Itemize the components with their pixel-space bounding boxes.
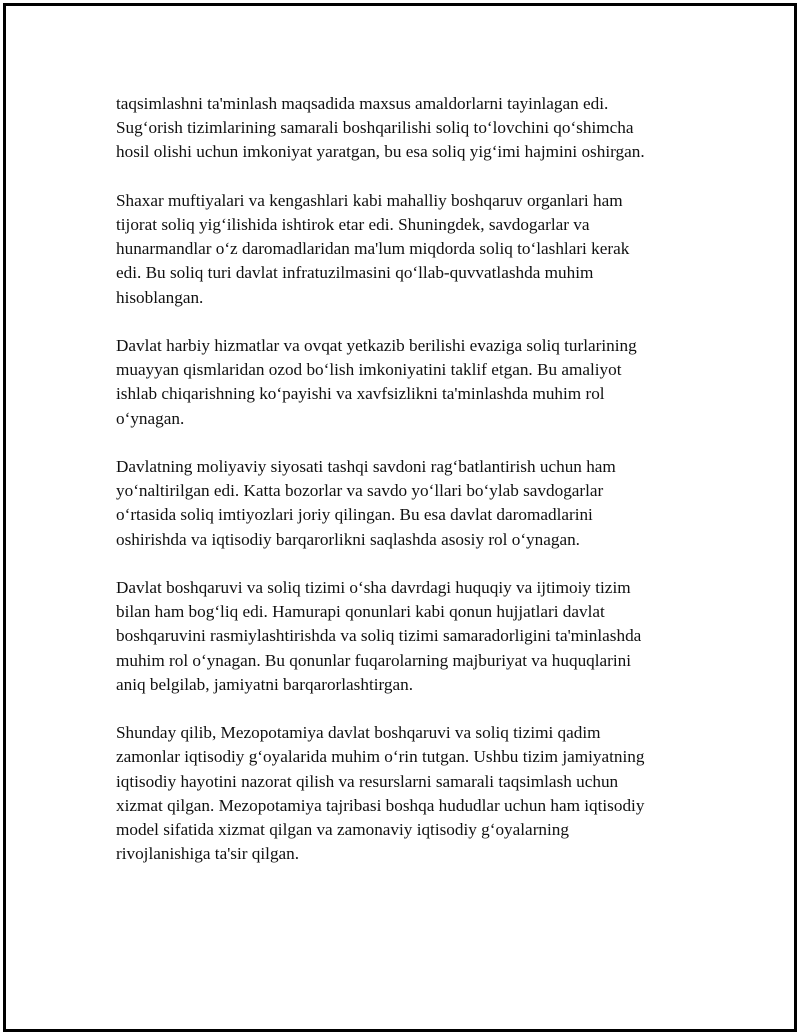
paragraph-2 (116, 189, 696, 310)
text-line: hisoblangan. (116, 287, 204, 307)
text-line: xizmat qilgan. Mezopotamiya tajribasi boshqa hududlar uchun ham iqtisodiy (116, 795, 645, 815)
text-line: rivojlanishiga ta'sir qilgan. (116, 844, 300, 864)
text-line: muhim rol o‘ynagan. Bu qonunlar fuqarolarning majburiyat va huquqlarini (116, 650, 632, 670)
paragraph-1 (116, 92, 696, 165)
paragraph-5 (116, 576, 696, 697)
paragraph-6 (116, 721, 696, 866)
text-line: iqtisodiy hayotini nazorat qilish va resurslarni samarali taqsimlash uchun (116, 771, 619, 791)
text-line: tijorat soliq yig‘ilishida ishtirok etar edi. Shuningdek, savdogarlar va (116, 215, 590, 234)
text-line: edi. Bu soliq turi davlat infratuzilmasini qo‘llab-quvvatlashda muhim (116, 263, 594, 283)
text-line: hunarmandlar o‘z daromadlaridan ma'lum miqdorda soliq to‘lashlari kerak (116, 239, 630, 259)
text-line: taqsimlashni ta'minlash maqsadida maxsus amaldorlarni tayinlagan edi. (116, 94, 609, 113)
text-line: Davlat boshqaruvi va soliq tizimi o‘sha davrdagi huquqiy va ijtimoiy tizim (116, 578, 631, 597)
text-line: muayyan qismlaridan ozod bo‘lish imkoniyatini taklif etgan. Bu amaliyot (116, 360, 622, 380)
text-line: bilan ham bog‘liq edi. Hamurapi qonunlari kabi qonun hujjatlari davlat (116, 602, 605, 622)
text-line: o‘rtasida soliq imtiyozlari joriy qilingan. Bu esa davlat daromadlarini (116, 505, 593, 525)
text-line: Shaxar muftiyalari va kengashlari kabi mahalliy boshqaruv organlari ham (116, 190, 623, 210)
text-line: ishlab chiqarishning ko‘payishi va xavfsizlikni ta'minlashda muhim rol (116, 384, 605, 404)
text-line: Shunday qilib, Mezopotamiya davlat boshqaruvi va soliq tizimi qadim (116, 723, 601, 743)
text-line: oshirishda va iqtisodiy barqarorlikni saqlashda asosiy rol o‘ynagan. (116, 529, 580, 549)
text-line: yo‘naltirilgan edi. Katta bozorlar va savdo yo‘llari bo‘ylab savdogarlar (116, 481, 604, 501)
text-line: aniq belgilab, jamiyatni barqarorlashtirgan. (116, 674, 414, 694)
text-line: boshqaruvini rasmiylashtirishda va soliq tizimi samaradorligini ta'minlashda (116, 626, 642, 646)
text-line: Sug‘orish tizimlarining samarali boshqarilishi soliq to‘lovchini qo‘shimcha (116, 118, 634, 138)
paragraph-4 (116, 455, 696, 552)
text-line: Davlat harbiy hizmatlar va ovqat yetkazib berilishi evaziga soliq turlarining (116, 336, 637, 355)
text-line: Davlatning moliyaviy siyosati tashqi savdoni rag‘batlantirish uchun ham (116, 457, 616, 476)
text-line: model sifatida xizmat qilgan va zamonaviy iqtisodiy g‘oyalarning (116, 820, 569, 840)
text-line: zamonlar iqtisodiy g‘oyalarida muhim o‘rin tutgan. Ushbu tizim jamiyatning (116, 747, 645, 767)
document-body (116, 92, 696, 891)
paragraph-3 (116, 334, 696, 431)
text-line: o‘ynagan. (116, 408, 185, 428)
text-line: hosil olishi uchun imkoniyat yaratgan, bu esa soliq yig‘imi hajmini oshirgan. (116, 142, 645, 162)
